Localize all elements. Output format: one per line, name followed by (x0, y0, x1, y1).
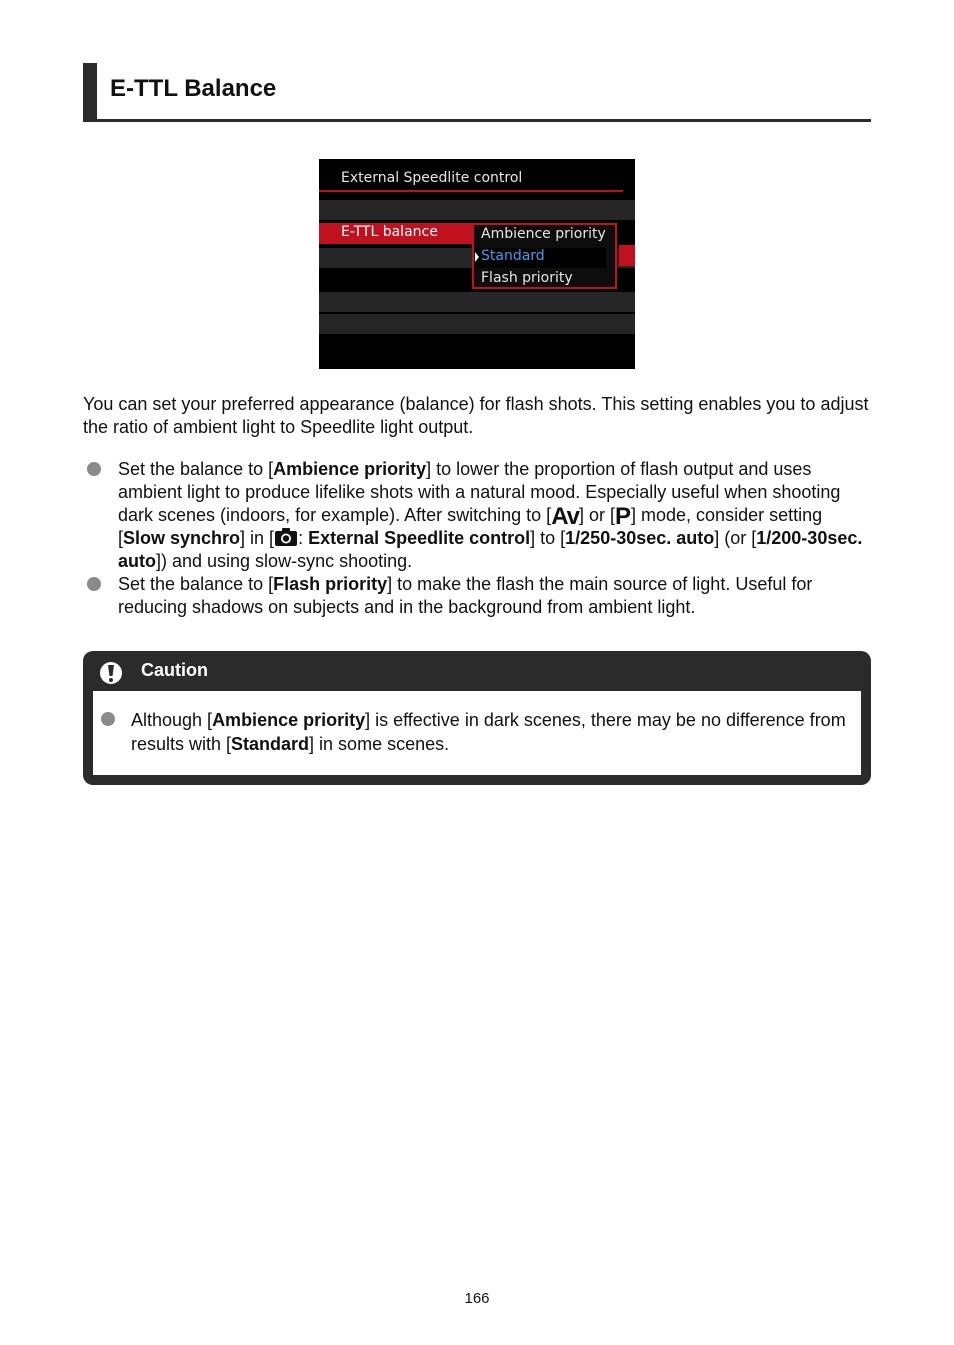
option-flash-priority: Flash priority (481, 270, 573, 286)
av-mode-icon: Av (551, 503, 579, 530)
section-heading (83, 63, 871, 122)
camera-menu-screen (319, 159, 635, 369)
list-item: Set the balance to [Ambience priority] to lower the proportion of flash output and uses ambient light to produce lifelike shots with a natural mood. Especially useful when shooting dark scenes (indoors, for example). After switching to [Av] or [P] mode, consider setting [Slow synchro] in [ : External Speedlite control] to [1/250-30sec. auto] (or [1/200-30sec. auto]) and using slow-sync shooting. (83, 458, 873, 573)
menu-row (319, 200, 635, 220)
page-number: 166 (464, 1290, 490, 1307)
scroll-marker (619, 245, 635, 266)
caution-icon (99, 661, 123, 685)
option-standard (474, 248, 606, 268)
menu-row (319, 292, 635, 312)
bullet-dot-icon (87, 462, 101, 476)
screen-title: External Speedlite control (341, 170, 523, 186)
list-item: Set the balance to [Flash priority] to make the flash the main source of light. Useful for reducing shadows on subjects and in the background from ambient light. (83, 573, 873, 619)
bullet-dot-icon (101, 712, 115, 726)
caution-box (83, 651, 871, 785)
caution-label: Caution (141, 660, 208, 680)
option-standard-label: Standard (481, 248, 545, 264)
cursor-arrow-icon (475, 252, 479, 262)
p-mode-icon: P (615, 503, 632, 530)
heading-bar (83, 63, 97, 121)
option-popup (472, 223, 617, 289)
menu-row-selected (319, 223, 474, 244)
screen-title-underline (319, 190, 623, 192)
intro-paragraph: You can set your preferred appearance (balance) for flash shots. This setting enables you to adjust the ratio of ambient light to Speedlite light output. (83, 394, 869, 437)
bullet-list (83, 458, 873, 619)
camera-icon (274, 527, 298, 547)
menu-row (319, 314, 635, 334)
list-item: Although [Ambience priority] is effective in dark scenes, there may be no difference from results with [Standard] in some scenes. (100, 708, 871, 756)
option-ambience-priority: Ambience priority (481, 226, 606, 242)
page-title: E-TTL Balance (110, 75, 277, 102)
caution-content (93, 691, 861, 775)
menu-item-label: E-TTL balance (341, 224, 438, 240)
bullet-dot-icon (87, 577, 101, 591)
